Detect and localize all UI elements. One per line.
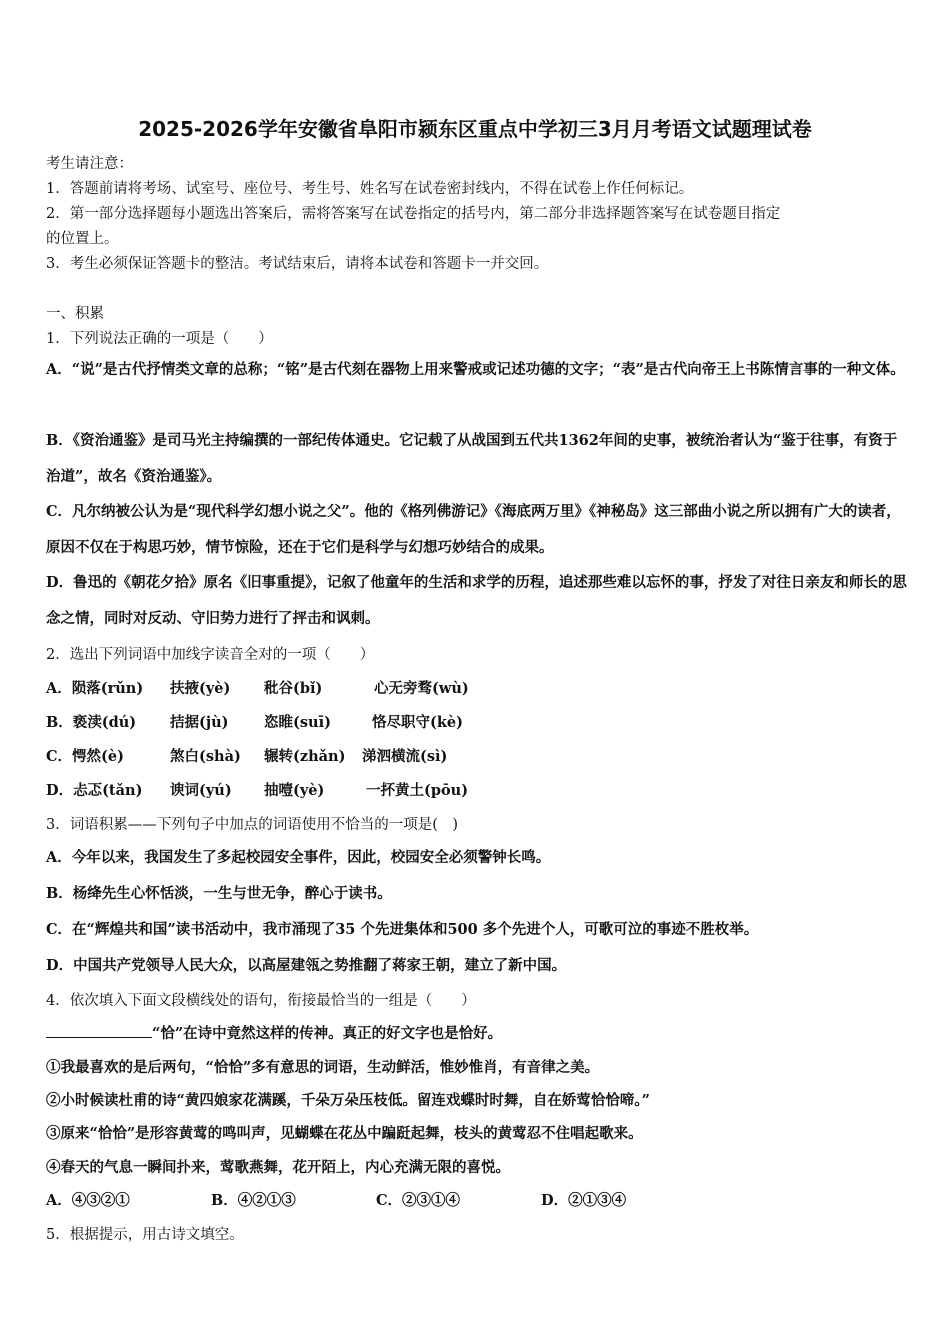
question-5-stem: 5．根据提示，用古诗文填空。 xyxy=(46,1227,244,1243)
notice-item: 2．第一部分选择题每小题选出答案后，需将答案写在试卷指定的括号内，第二部分非选择题答案写在试卷题目指定 xyxy=(46,206,781,222)
question-4-options xyxy=(46,1189,626,1210)
question-4-sentence-2: ②小时候读杜甫的诗“黄四娘家花满蹊，千朵万朵压枝低。留连戏蝶时时舞，自在娇莺恰恰啼。” xyxy=(46,1092,650,1109)
question-2-option-a: A．陨落(rǔn) 扶掖(yè) 秕谷(bǐ) 心无旁骛(wù) xyxy=(46,680,469,697)
page-title: 2025-2026学年安徽省阜阳市颍东区重点中学初三3月月考语文试题理试卷 xyxy=(138,117,812,141)
question-3-option-a: A．今年以来，我国发生了多起校园安全事件，因此，校园安全必须警钟长鸣。 xyxy=(46,849,551,866)
question-3-stem: 3．词语积累——下列句子中加点的词语使用不恰当的一项是( ) xyxy=(46,817,459,833)
question-4-option-a: A．④③②① xyxy=(46,1192,130,1209)
question-4-sentence-1: ①我最喜欢的是后两句，“恰恰”多有意思的词语，生动鲜活，惟妙惟肖，有音律之美。 xyxy=(46,1059,600,1076)
question-3-option-d: D．中国共产党领导人民大众，以高屋建瓴之势推翻了蒋家王朝，建立了新中国。 xyxy=(46,957,567,974)
question-4-sentence-3: ③原来“恰恰”是形容黄莺的鸣叫声，见蝴蝶在花丛中蹁跹起舞，枝头的黄莺忍不住唱起歌来。 xyxy=(46,1125,643,1142)
question-3-option-c: C．在“辉煌共和国”读书活动中，我市涌现了35 个先进集体和500 多个先进个人，可歌可泣的事迹不胜枚举。 xyxy=(46,921,759,938)
notice-item: 3．考生必须保证答题卡的整洁。考试结束后，请将本试卷和答题卡一并交回。 xyxy=(46,256,549,272)
question-4-option-d: D．②①③④ xyxy=(541,1192,627,1209)
question-4-sentence-4: ④春天的气息一瞬间扑来，莺歌燕舞，花开陌上，内心充满无限的喜悦。 xyxy=(46,1159,510,1176)
notice-item: 的位置上。 xyxy=(46,231,119,247)
question-3-option-b: B．杨绛先生心怀恬淡，一生与世无争，醉心于读书。 xyxy=(46,885,392,902)
question-2-option-c: C．愕然(è) 煞白(shà) 辗转(zhǎn) 涕泗横流(sì) xyxy=(46,748,448,765)
question-1-option-a: A．“说”是古代抒情类文章的总称；“铭”是古代刻在器物上用来警戒或记述功德的文字；“表”是古代向帝王上书陈情言事的一种文体。 xyxy=(46,361,905,378)
question-2-option-d: D．忐忑(tǎn) 谀词(yú) 抽噎(yè) 一抔黄土(pōu) xyxy=(46,782,469,799)
question-1-option-d: D．鲁迅的《朝花夕拾》原名《旧事重提》，记叙了他童年的生活和求学的历程，追述那些难以忘怀的事，抒发了对往日亲友和师长的思念之情，同时对反动、守旧势力进行了抨击和讽刺。 xyxy=(46,574,907,627)
question-4-stem: 4．依次填入下面文段横线处的语句，衔接最恰当的一组是（ ） xyxy=(46,993,476,1009)
question-4-option-b: B．④②①③ xyxy=(211,1192,296,1209)
question-1-option-b: B．《资治通鉴》是司马光主持编撰的一部纪传体通史。它记载了从战国到五代共1362年间的史事，被统治者认为“鉴于往事，有资于治道”，故名《资治通鉴》。 xyxy=(46,432,898,485)
question-1-stem: 1．下列说法正确的一项是（ ） xyxy=(46,331,273,347)
question-2-stem: 2．选出下列词语中加线字读音全对的一项（ ） xyxy=(46,647,375,663)
notice-item: 1．答题前请将考场、试室号、座位号、考生号、姓名写在试卷密封线内，不得在试卷上作任何标记。 xyxy=(46,181,694,197)
notice-heading: 考生请注意： xyxy=(46,156,133,172)
question-1-option-c: C．凡尔纳被公认为是“现代科学幻想小说之父”。他的《格列佛游记》《海底两万里》《神秘岛》这三部曲小说之所以拥有广大的读者，原因不仅在于构思巧妙，情节惊险，还在于它们是科学与幻想巧妙结合的成果。 xyxy=(46,503,901,556)
question-4-option-c: C．②③①④ xyxy=(376,1192,461,1209)
question-4-passage: “恰”在诗中竟然这样的传神。真正的好文字也是恰好。 xyxy=(46,1022,502,1043)
answer-blank xyxy=(46,1023,152,1038)
section-heading: 一、积累 xyxy=(46,306,104,322)
question-2-option-b: B．亵渎(dú) 拮据(jù) 恣睢(suī) 恪尽职守(kè) xyxy=(46,714,463,731)
